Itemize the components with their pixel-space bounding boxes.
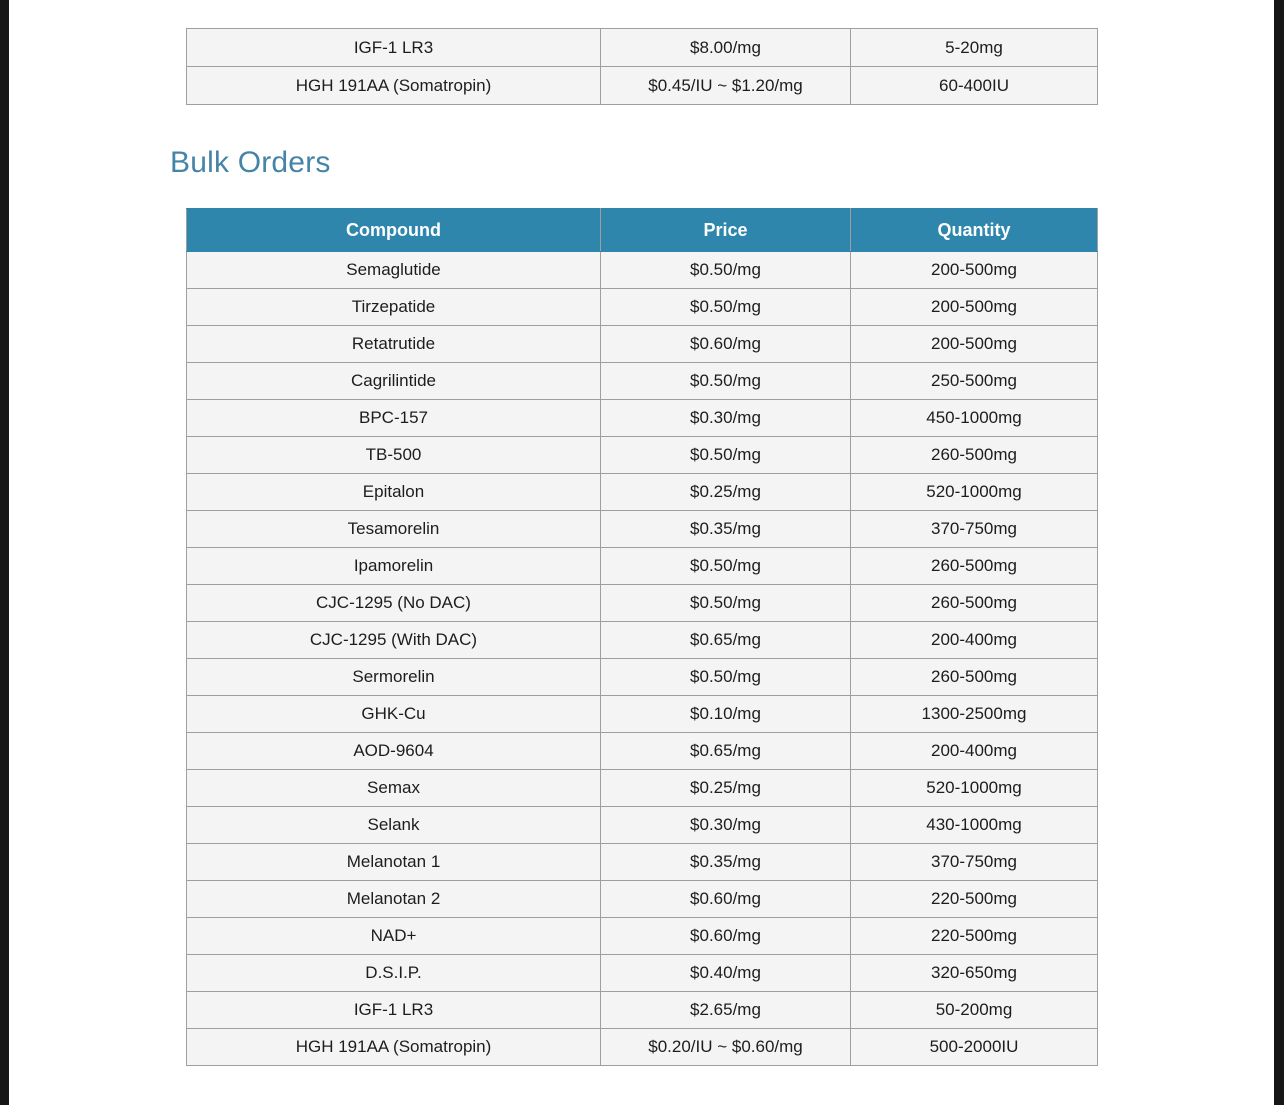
table-row — [187, 252, 1098, 289]
column-header-compound: Compound — [187, 209, 601, 252]
price-cell: $0.45/IU ~ $1.20/mg — [601, 67, 851, 105]
quantity-cell: 220-500mg — [851, 881, 1098, 918]
compound-cell: Semaglutide — [187, 252, 601, 289]
compound-cell: HGH 191AA (Somatropin) — [187, 1029, 601, 1066]
compound-cell: IGF-1 LR3 — [187, 29, 601, 67]
compound-cell: D.S.I.P. — [187, 955, 601, 992]
price-cell: $0.50/mg — [601, 659, 851, 696]
bulk-orders-section — [186, 208, 1098, 1066]
quantity-cell: 200-500mg — [851, 326, 1098, 363]
price-cell: $2.65/mg — [601, 992, 851, 1029]
price-cell: $0.50/mg — [601, 252, 851, 289]
compound-cell: Tirzepatide — [187, 289, 601, 326]
single-vials-table-partial — [186, 28, 1098, 105]
compound-cell: Tesamorelin — [187, 511, 601, 548]
compound-cell: IGF-1 LR3 — [187, 992, 601, 1029]
table-row — [187, 29, 1098, 67]
price-cell: $0.30/mg — [601, 807, 851, 844]
compound-cell: Selank — [187, 807, 601, 844]
quantity-cell: 320-650mg — [851, 955, 1098, 992]
bulk-orders-heading: Bulk Orders — [170, 146, 331, 179]
table-row — [187, 622, 1098, 659]
table-row — [187, 1029, 1098, 1066]
price-cell: $0.50/mg — [601, 363, 851, 400]
price-cell: $0.10/mg — [601, 696, 851, 733]
compound-cell: Epitalon — [187, 474, 601, 511]
compound-cell: Semax — [187, 770, 601, 807]
table-row — [187, 733, 1098, 770]
compound-cell: Melanotan 2 — [187, 881, 601, 918]
table-row — [187, 955, 1098, 992]
quantity-cell: 200-400mg — [851, 622, 1098, 659]
previous-table-tail — [186, 28, 1098, 105]
compound-cell: AOD-9604 — [187, 733, 601, 770]
quantity-cell: 50-200mg — [851, 992, 1098, 1029]
compound-cell: CJC-1295 (No DAC) — [187, 585, 601, 622]
table-row — [187, 511, 1098, 548]
compound-cell: Ipamorelin — [187, 548, 601, 585]
table-row — [187, 918, 1098, 955]
quantity-cell: 260-500mg — [851, 585, 1098, 622]
quantity-cell: 260-500mg — [851, 548, 1098, 585]
quantity-cell: 520-1000mg — [851, 770, 1098, 807]
quantity-cell: 5-20mg — [851, 29, 1098, 67]
quantity-cell: 520-1000mg — [851, 474, 1098, 511]
compound-cell: Melanotan 1 — [187, 844, 601, 881]
price-cell: $0.65/mg — [601, 733, 851, 770]
price-cell: $0.50/mg — [601, 548, 851, 585]
price-cell: $0.25/mg — [601, 770, 851, 807]
table-row — [187, 326, 1098, 363]
price-cell: $0.50/mg — [601, 585, 851, 622]
price-cell: $8.00/mg — [601, 29, 851, 67]
compound-cell: Cagrilintide — [187, 363, 601, 400]
quantity-cell: 1300-2500mg — [851, 696, 1098, 733]
compound-cell: BPC-157 — [187, 400, 601, 437]
table-row — [187, 844, 1098, 881]
quantity-cell: 220-500mg — [851, 918, 1098, 955]
left-frame-bar — [0, 0, 9, 1105]
price-cell: $0.20/IU ~ $0.60/mg — [601, 1029, 851, 1066]
quantity-cell: 250-500mg — [851, 363, 1098, 400]
table-row — [187, 400, 1098, 437]
quantity-cell: 260-500mg — [851, 437, 1098, 474]
compound-cell: HGH 191AA (Somatropin) — [187, 67, 601, 105]
table-row — [187, 363, 1098, 400]
bulk-orders-table — [186, 208, 1098, 1066]
quantity-cell: 260-500mg — [851, 659, 1098, 696]
table-row — [187, 696, 1098, 733]
table-row — [187, 548, 1098, 585]
price-cell: $0.50/mg — [601, 437, 851, 474]
top-table-body — [187, 29, 1098, 105]
compound-cell: CJC-1295 (With DAC) — [187, 622, 601, 659]
price-cell: $0.60/mg — [601, 326, 851, 363]
price-cell: $0.60/mg — [601, 918, 851, 955]
quantity-cell: 60-400IU — [851, 67, 1098, 105]
table-row — [187, 437, 1098, 474]
bulk-orders-table-body — [187, 252, 1098, 1066]
price-cell: $0.35/mg — [601, 844, 851, 881]
table-row — [187, 67, 1098, 105]
price-cell: $0.30/mg — [601, 400, 851, 437]
bulk-orders-table-header — [187, 209, 1098, 252]
quantity-cell: 430-1000mg — [851, 807, 1098, 844]
compound-cell: Sermorelin — [187, 659, 601, 696]
table-row — [187, 992, 1098, 1029]
price-cell: $0.35/mg — [601, 511, 851, 548]
quantity-cell: 200-500mg — [851, 289, 1098, 326]
price-cell: $0.60/mg — [601, 881, 851, 918]
compound-cell: NAD+ — [187, 918, 601, 955]
column-header-price: Price — [601, 209, 851, 252]
table-row — [187, 807, 1098, 844]
price-cell: $0.25/mg — [601, 474, 851, 511]
table-row — [187, 585, 1098, 622]
header-row — [187, 209, 1098, 252]
compound-cell: Retatrutide — [187, 326, 601, 363]
quantity-cell: 500-2000IU — [851, 1029, 1098, 1066]
quantity-cell: 370-750mg — [851, 844, 1098, 881]
table-row — [187, 770, 1098, 807]
price-cell: $0.65/mg — [601, 622, 851, 659]
table-row — [187, 881, 1098, 918]
right-frame-bar — [1274, 0, 1284, 1105]
compound-cell: TB-500 — [187, 437, 601, 474]
table-row — [187, 289, 1098, 326]
price-cell: $0.50/mg — [601, 289, 851, 326]
quantity-cell: 200-500mg — [851, 252, 1098, 289]
quantity-cell: 450-1000mg — [851, 400, 1098, 437]
table-row — [187, 474, 1098, 511]
quantity-cell: 200-400mg — [851, 733, 1098, 770]
compound-cell: GHK-Cu — [187, 696, 601, 733]
column-header-quantity: Quantity — [851, 209, 1098, 252]
table-row — [187, 659, 1098, 696]
quantity-cell: 370-750mg — [851, 511, 1098, 548]
price-cell: $0.40/mg — [601, 955, 851, 992]
